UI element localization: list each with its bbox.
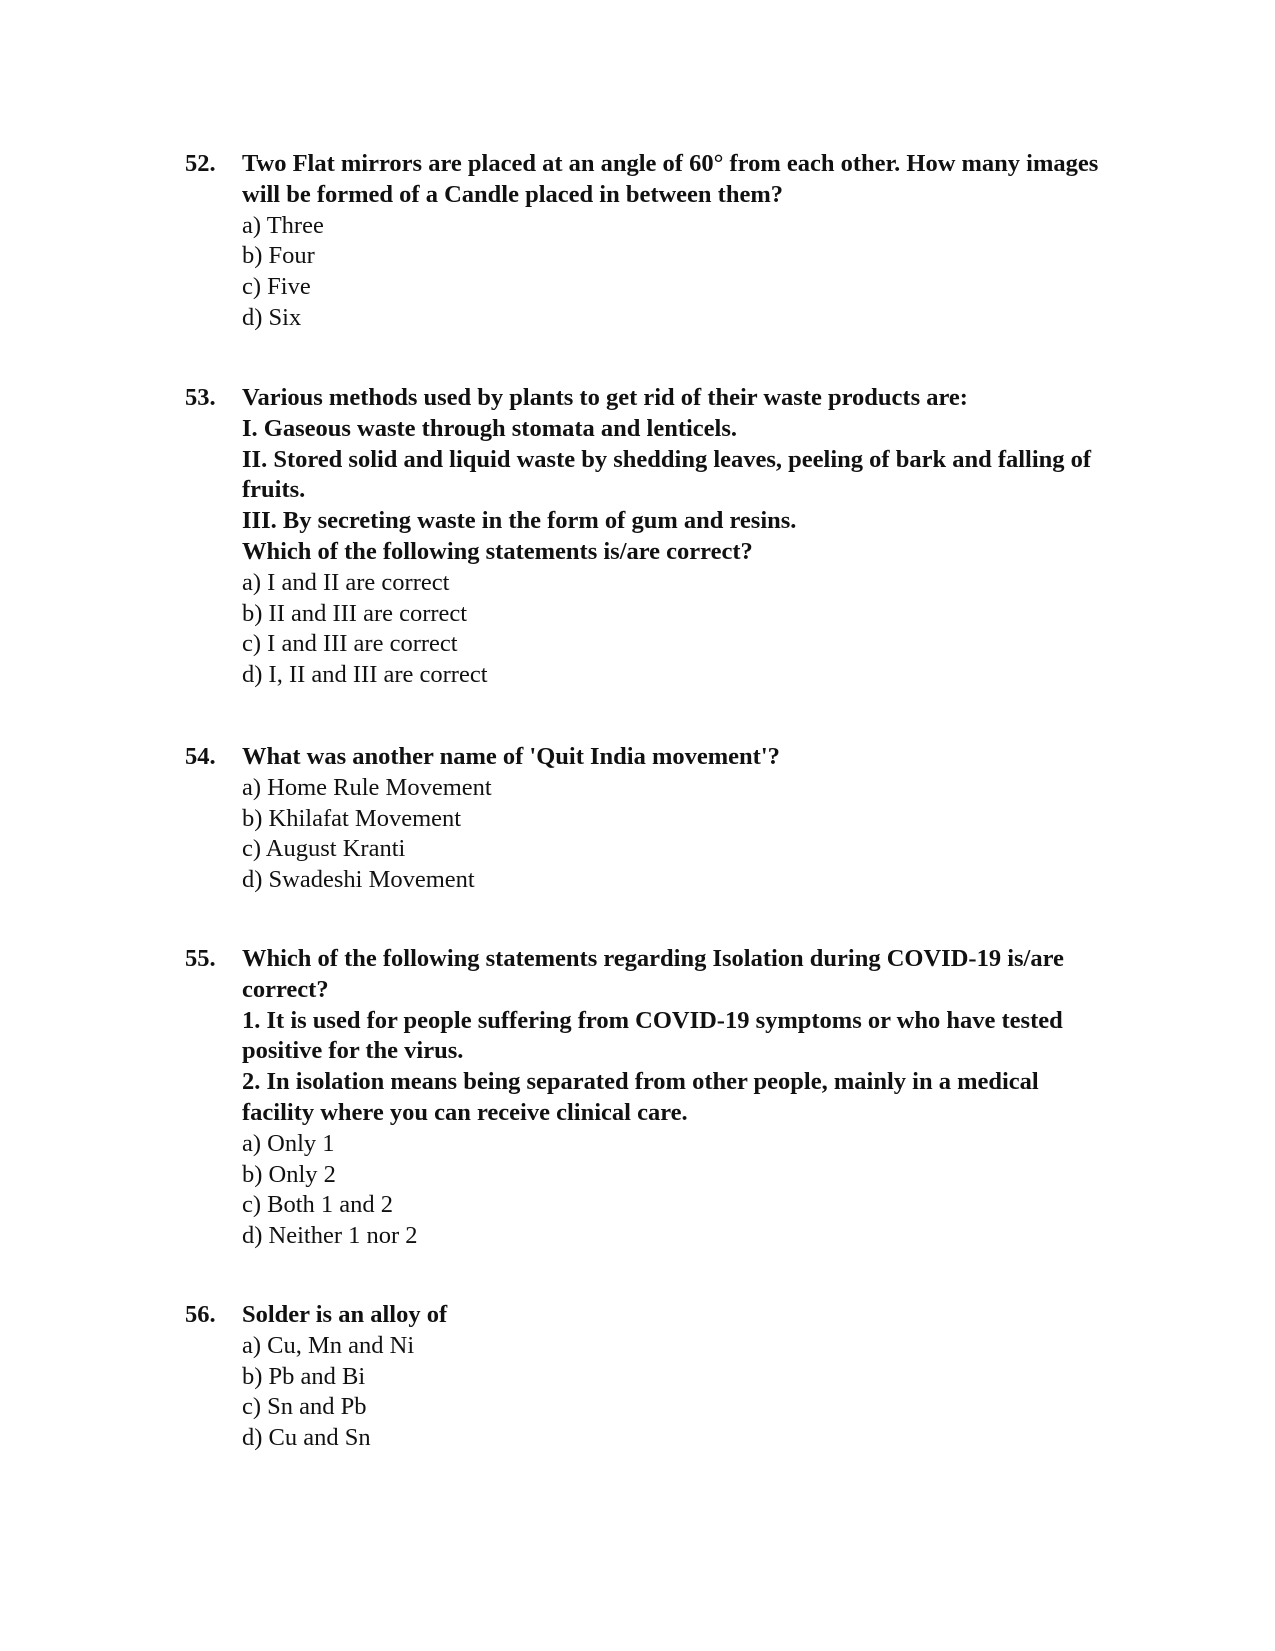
question-number: 55. bbox=[185, 945, 216, 972]
question-54 bbox=[185, 742, 1115, 896]
option-a: a) Home Rule Movement bbox=[242, 773, 492, 801]
question-text: Two Flat mirrors are placed at an angle of 60° from each other. How many images will be formed of a Candle placed in between them? bbox=[242, 150, 1105, 208]
option-b: b) Khilafat Movement bbox=[242, 804, 462, 832]
statement-i: I. Gaseous waste through stomata and lenticels. bbox=[242, 414, 738, 442]
option-c: c) August Kranti bbox=[242, 835, 406, 863]
option-a: a) I and II are correct bbox=[242, 568, 450, 596]
statement-2: 2. In isolation means being separated from other people, mainly in a medical facility where you can receive clinical care. bbox=[242, 1068, 1045, 1126]
question-number: 52. bbox=[185, 150, 216, 177]
option-b: b) Pb and Bi bbox=[242, 1362, 366, 1390]
statement-ii: II. Stored solid and liquid waste by shedding leaves, peeling of bark and falling of fruits. bbox=[242, 445, 1098, 504]
option-c: c) Both 1 and 2 bbox=[242, 1191, 394, 1219]
question-52 bbox=[185, 149, 1115, 334]
question-body bbox=[242, 149, 1115, 334]
statement-1: 1. It is used for people suffering from COVID-19 symptoms or who have tested positive for the virus. bbox=[242, 1006, 1069, 1065]
question-text: Various methods used by plants to get rid of their waste products are: bbox=[242, 384, 968, 411]
option-a: a) Only 1 bbox=[242, 1129, 335, 1157]
question-prompt: Which of the following statements is/are correct? bbox=[242, 537, 753, 565]
question-body bbox=[242, 742, 1115, 896]
option-d: d) Six bbox=[242, 303, 302, 331]
option-b: b) II and III are correct bbox=[242, 599, 468, 627]
question-number: 53. bbox=[185, 384, 216, 411]
option-d: d) Swadeshi Movement bbox=[242, 866, 475, 894]
option-c: c) I and III are correct bbox=[242, 630, 458, 658]
question-text: Solder is an alloy of bbox=[242, 1301, 448, 1328]
question-56 bbox=[185, 1300, 1115, 1454]
option-c: c) Sn and Pb bbox=[242, 1393, 367, 1421]
statement-iii: III. By secreting waste in the form of gum and resins. bbox=[242, 507, 797, 535]
option-a: a) Three bbox=[242, 211, 324, 239]
question-53 bbox=[185, 383, 1115, 691]
option-b: b) Four bbox=[242, 242, 315, 270]
question-body bbox=[242, 383, 1115, 691]
option-b: b) Only 2 bbox=[242, 1160, 336, 1188]
option-d: d) Neither 1 nor 2 bbox=[242, 1222, 418, 1250]
question-text: Which of the following statements regarding Isolation during COVID-19 is/are correct? bbox=[242, 945, 1071, 1003]
option-d: d) I, II and III are correct bbox=[242, 661, 488, 689]
question-number: 56. bbox=[185, 1301, 216, 1328]
question-55 bbox=[185, 944, 1115, 1252]
question-number: 54. bbox=[185, 743, 216, 770]
question-text: What was another name of 'Quit India movement'? bbox=[242, 743, 780, 770]
option-d: d) Cu and Sn bbox=[242, 1424, 371, 1452]
option-a: a) Cu, Mn and Ni bbox=[242, 1331, 415, 1359]
question-body bbox=[242, 944, 1115, 1252]
question-body bbox=[242, 1300, 1115, 1454]
option-c: c) Five bbox=[242, 273, 311, 301]
